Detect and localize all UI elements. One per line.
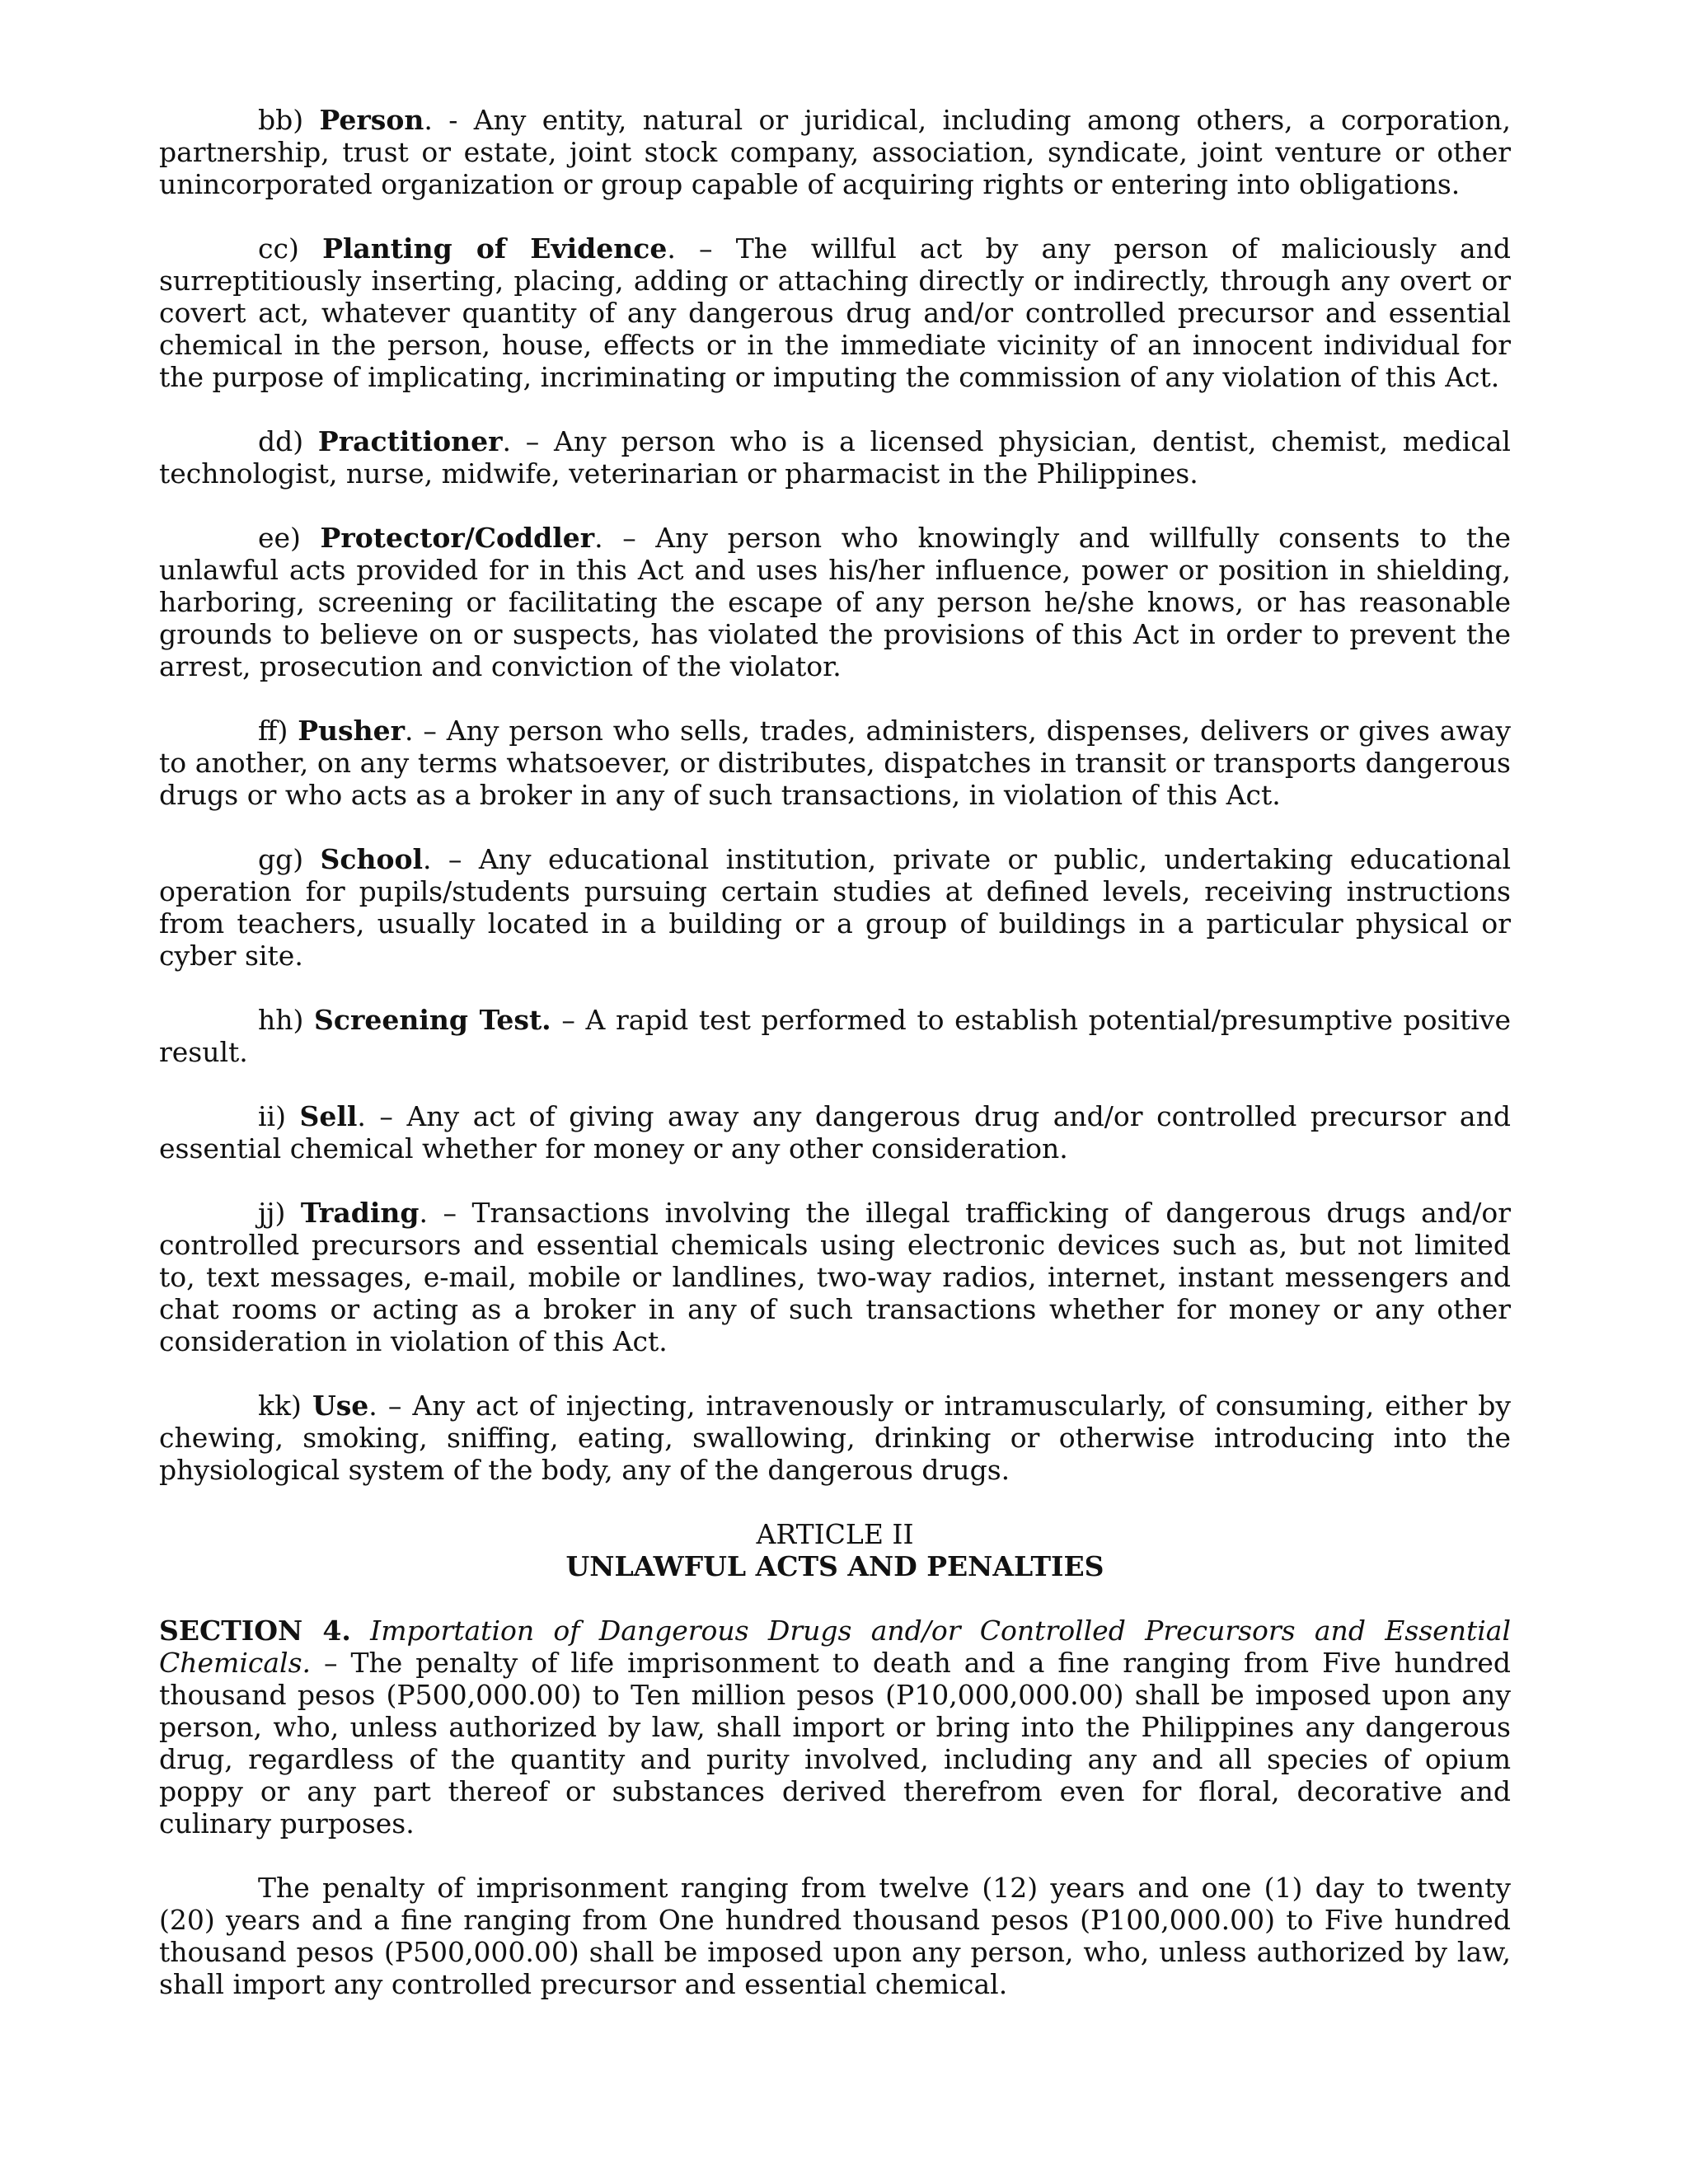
- definition-text: . - Any entity, natural or juridical, including among others, a corporation, partnership, trust or estate, joint stock company, association, syndicate, joint venture or other unincorporated organization or group capable of acquiring rights or entering into obligations.: [159, 104, 1511, 200]
- definition-text: . – Any person who sells, trades, administers, dispenses, delivers or gives away to another, on any terms whatsoever, or distributes, dispatches in transit or transports dangerous drugs or who acts as a broker in any of such transactions, in violation of this Act.: [159, 715, 1511, 811]
- definition-ee: [159, 522, 1511, 682]
- definition-label: hh): [258, 1004, 304, 1036]
- definition-dd: [159, 425, 1511, 490]
- definition-label: ff): [258, 715, 288, 747]
- definition-text: . – The willful act by any person of maliciously and surreptitiously inserting, placing, adding or attaching directly or indirectly, through any overt or covert act, whatever quantity of any dangerous drug and/or controlled precursor and essential chemical in the person, house, effects or in the immediate vicinity of an innocent individual for the purpose of implicating, incriminating or imputing the commission of any violation of this Act.: [159, 232, 1511, 393]
- definition-hh: [159, 1004, 1511, 1068]
- definition-ff: [159, 715, 1511, 811]
- definition-term: School: [320, 843, 424, 875]
- definition-term: Protector/Coddler: [320, 522, 595, 554]
- definition-term: Practitioner: [317, 425, 503, 457]
- definition-term: Sell: [299, 1100, 358, 1132]
- article-title: UNLAWFUL ACTS AND PENALTIES: [565, 1550, 1104, 1582]
- definition-text: . – Transactions involving the illegal trafficking of dangerous drugs and/or controlled precursors and essential chemicals using electronic devices such as, but not limited to, text messages, e-mail, mobile or landlines, two-way radios, internet, instant messengers and chat rooms or acting as a broker in any of such transactions whether for money or any other consideration in violation of this Act.: [159, 1197, 1511, 1357]
- definition-label: ii): [258, 1100, 286, 1132]
- section-4: [159, 1615, 1511, 1840]
- definition-text: . – Any person who knowingly and willfully consents to the unlawful acts provided for in this Act and uses his/her influence, power or position in shielding, harboring, screening or facilitating the escape of any person he/she knows, or has reasonable grounds to believe on or suspects, has violated the provisions of this Act in order to prevent the arrest, prosecution and conviction of the violator.: [159, 522, 1511, 682]
- definition-term: Planting of Evidence: [322, 232, 668, 265]
- definition-bb: [159, 104, 1511, 200]
- definition-text: – A rapid test performed to establish potential/presumptive positive result.: [159, 1004, 1511, 1068]
- definition-gg: [159, 843, 1511, 972]
- section-4-paragraph-2: The penalty of imprisonment ranging from twelve (12) years and one (1) day to twenty (20) years and a fine ranging from One hundred thousand pesos (P100,000.00) to Five hundred thousand pesos (P500,000.00) shall be imposed upon any person, who, unless authorized by law, shall import any controlled precursor and essential chemical.: [159, 1872, 1511, 2000]
- definition-jj: [159, 1197, 1511, 1357]
- document-page: [159, 104, 1511, 2032]
- definition-label: bb): [258, 104, 304, 136]
- definition-text: . – Any person who is a licensed physician, dentist, chemist, medical technologist, nurse, midwife, veterinarian or pharmacist in the Philippines.: [159, 425, 1511, 490]
- section-title: Importation of Dangerous Drugs and/or Controlled Precursors and Essential Chemicals.: [159, 1615, 1511, 1679]
- definition-label: kk): [258, 1390, 302, 1422]
- definition-label: dd): [258, 425, 304, 457]
- definition-text: . – Any act of giving away any dangerous drug and/or controlled precursor and essential chemical whether for money or any other consideration.: [159, 1100, 1511, 1165]
- definition-cc: [159, 232, 1511, 393]
- section-label: SECTION 4.: [159, 1615, 351, 1647]
- section-text: – The penalty of life imprisonment to death and a fine ranging from Five hundred thousand pesos (P500,000.00) to Ten million pesos (P10,000,000.00) shall be imposed upon any person, who, unless authorized by law, shall import or bring into the Philippines any dangerous drug, regardless of the quantity and purity involved, including any and all species of opium poppy or any part thereof or substances derived therefrom even for floral, decorative and culinary purposes.: [159, 1647, 1511, 1840]
- article-number: ARTICLE II: [756, 1518, 914, 1550]
- definition-text: . – Any act of injecting, intravenously or intramuscularly, of consuming, either by chewing, smoking, sniffing, eating, swallowing, drinking or otherwise introducing into the physiological system of the body, any of the dangerous drugs.: [159, 1390, 1511, 1486]
- definition-label: ee): [258, 522, 301, 554]
- definition-term: Person: [319, 104, 424, 136]
- definition-term: Trading: [300, 1197, 420, 1229]
- definition-term: Screening Test.: [314, 1004, 551, 1036]
- definition-kk: [159, 1390, 1511, 1486]
- definition-label: cc): [258, 232, 299, 265]
- definition-text: . – Any educational institution, private or public, undertaking educational operation for pupils/students pursuing certain studies at defined levels, receiving instructions from teachers, usually located in a building or a group of buildings in a particular physical or cyber site.: [159, 843, 1511, 972]
- definition-label: jj): [258, 1197, 286, 1229]
- definition-ii: [159, 1100, 1511, 1165]
- definition-term: Pusher: [298, 715, 405, 747]
- definition-label: gg): [258, 843, 304, 875]
- definition-term: Use: [312, 1390, 369, 1422]
